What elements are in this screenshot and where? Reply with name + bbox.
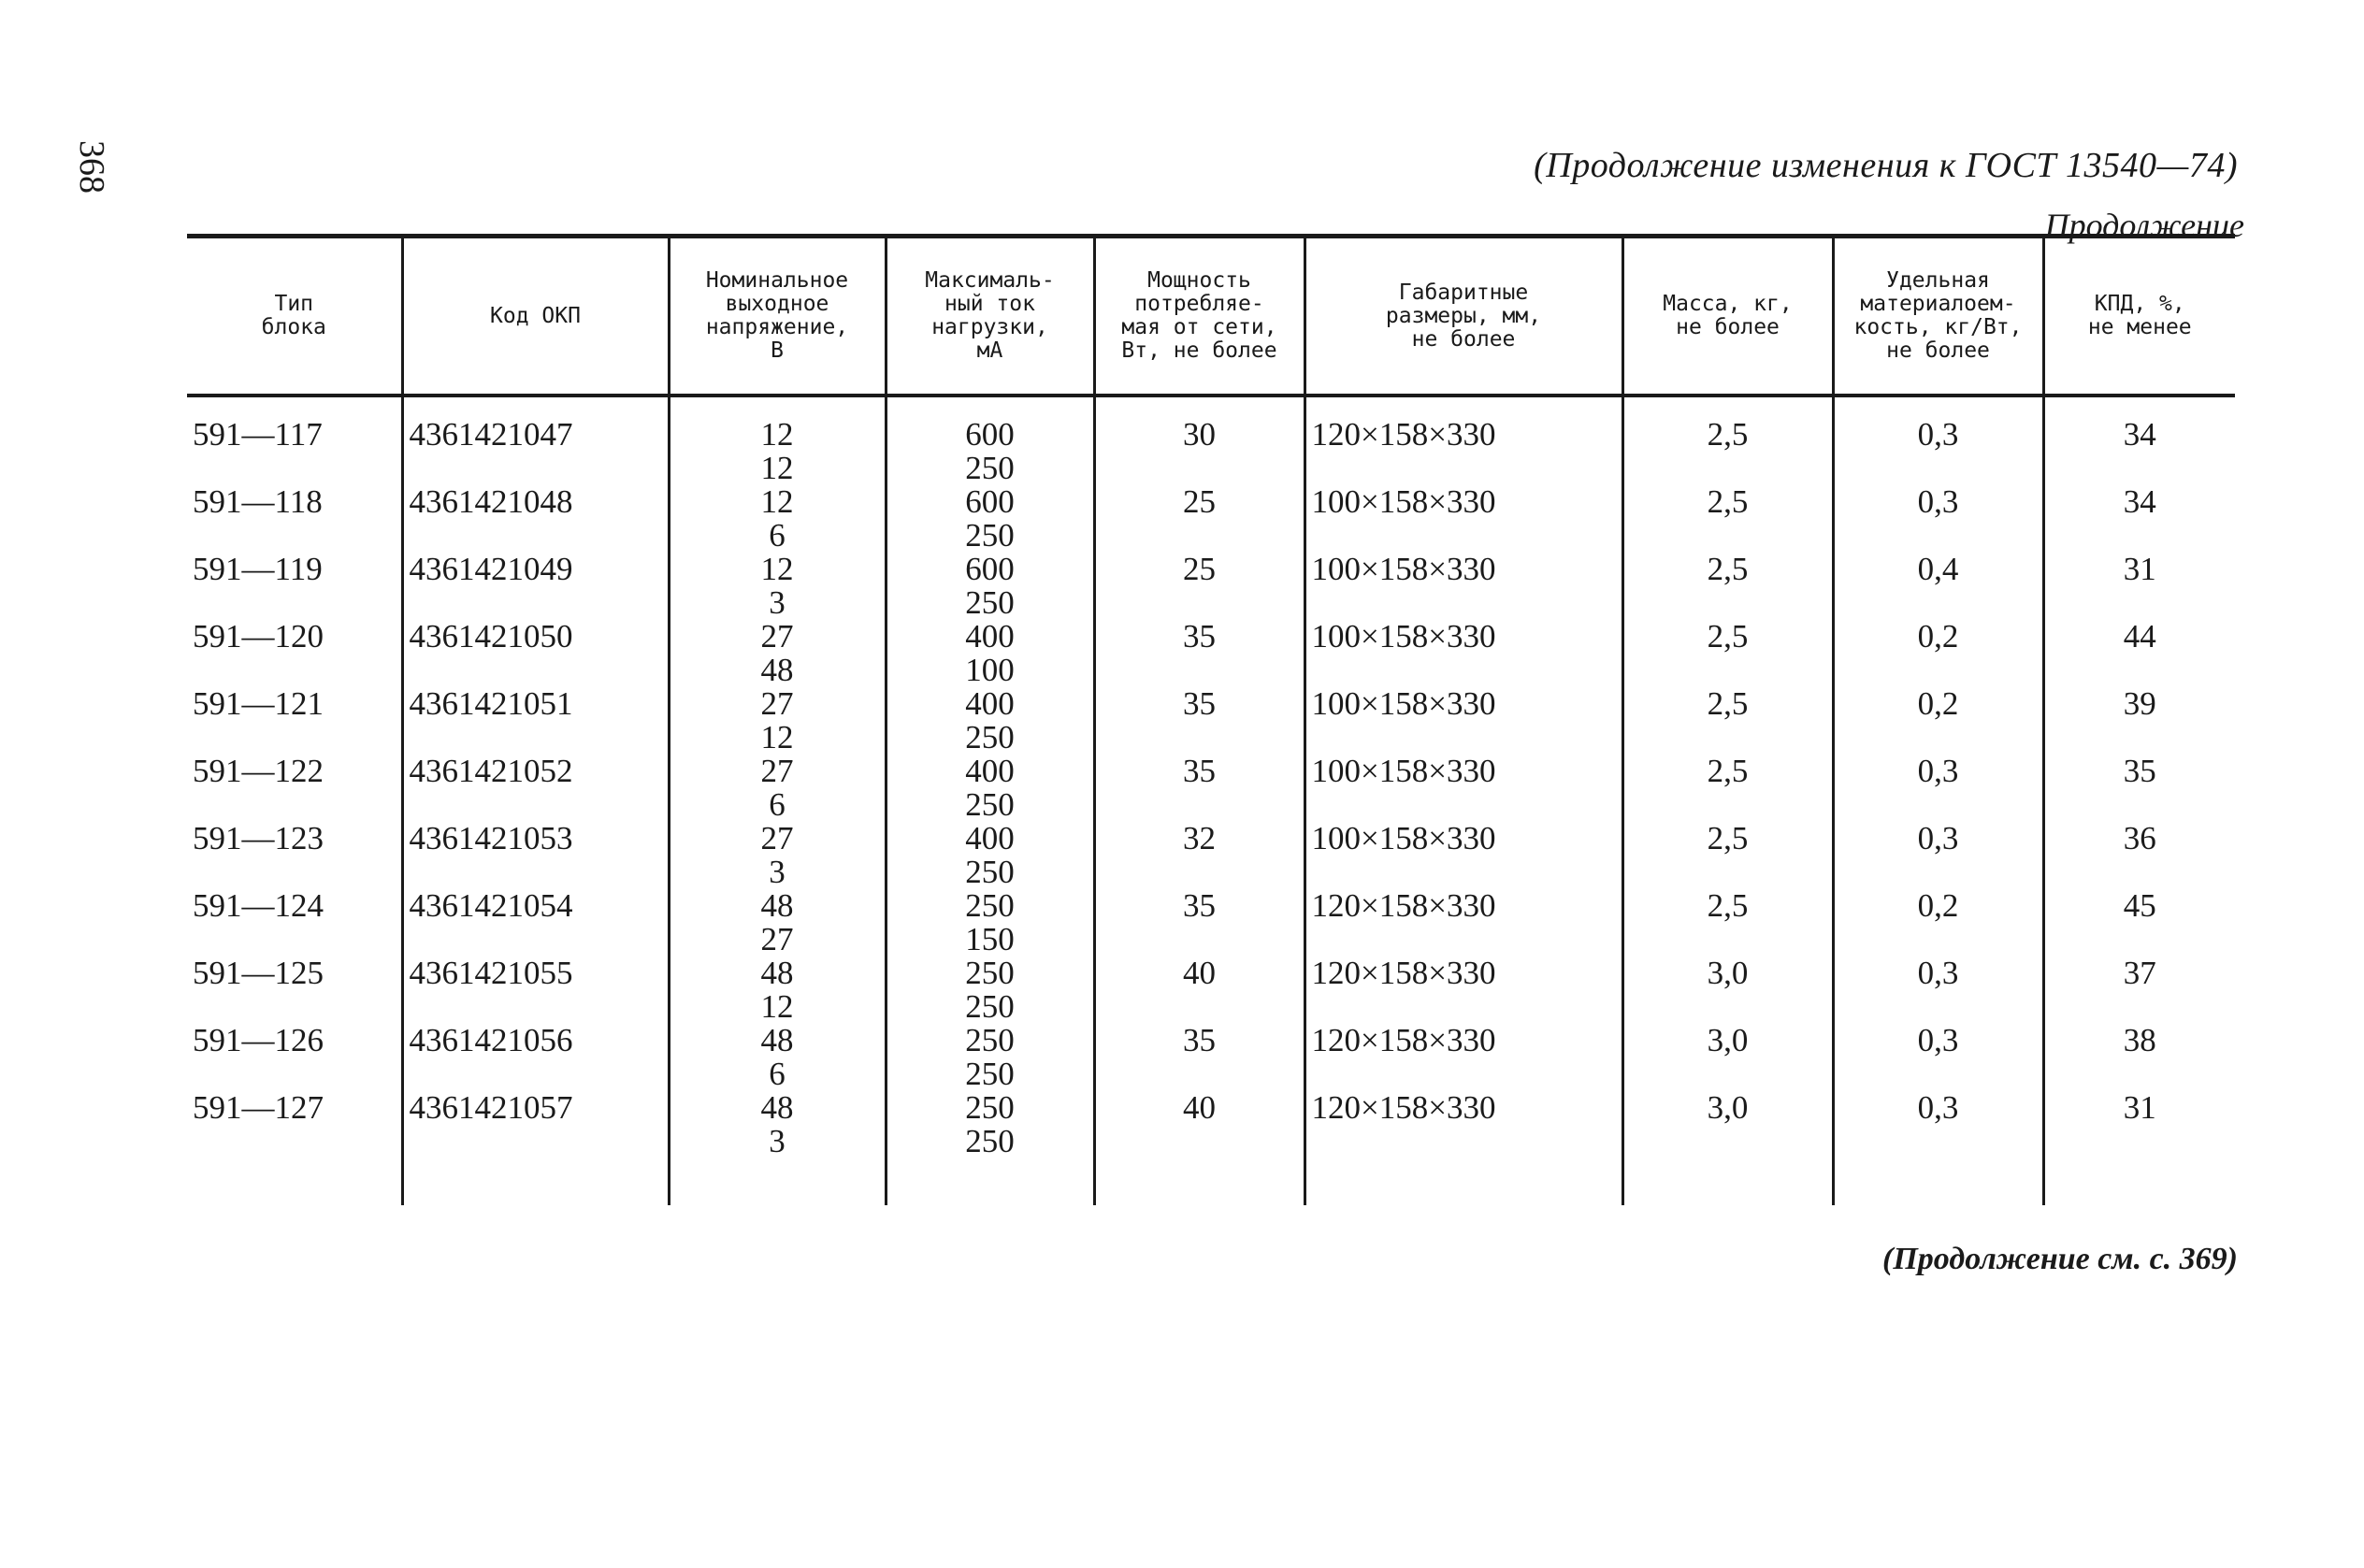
cell-power: 35 bbox=[1094, 620, 1305, 687]
cell-power: 30 bbox=[1094, 396, 1305, 485]
cell-mass: 2,5 bbox=[1622, 620, 1833, 687]
current-value: 600 bbox=[965, 551, 1015, 587]
spacer-cell bbox=[187, 1158, 402, 1205]
cell-voltage bbox=[669, 889, 886, 957]
cell-mass: 2,5 bbox=[1622, 396, 1833, 485]
cell-efficiency: 44 bbox=[2043, 620, 2235, 687]
voltage-value: 48 bbox=[760, 955, 794, 991]
voltage-value: 27 bbox=[760, 820, 794, 856]
cell-efficiency: 45 bbox=[2043, 889, 2235, 957]
cell-current bbox=[886, 755, 1094, 822]
cell-mass: 2,5 bbox=[1622, 889, 1833, 957]
current-value: 250 bbox=[965, 887, 1015, 924]
voltage-value: 12 bbox=[760, 450, 794, 486]
cell-type: 591—123 bbox=[193, 820, 324, 856]
column-header-label: Габаритные размеры, мм, не более bbox=[1385, 280, 1542, 352]
cell-specific-material: 0,2 bbox=[1833, 620, 2043, 687]
cell-voltage bbox=[669, 485, 886, 553]
cell-mass: 3,0 bbox=[1622, 957, 1833, 1024]
current-value: 150 bbox=[965, 921, 1015, 957]
cell-voltage bbox=[669, 1091, 886, 1158]
cell-dimensions: 100×158×330 bbox=[1305, 620, 1622, 687]
cell-dimensions: 120×158×330 bbox=[1305, 889, 1622, 957]
voltage-value: 12 bbox=[760, 719, 794, 755]
voltage-value: 12 bbox=[760, 988, 794, 1025]
cell-specific-material: 0,2 bbox=[1833, 889, 2043, 957]
spacer-cell bbox=[1622, 1158, 1833, 1205]
cell-power: 25 bbox=[1094, 553, 1305, 620]
voltage-value: 48 bbox=[760, 1022, 794, 1058]
cell-code: 4361421049 bbox=[402, 553, 669, 620]
cell-code: 4361421057 bbox=[402, 1091, 669, 1158]
column-header-voltage bbox=[669, 237, 886, 396]
voltage-value: 12 bbox=[760, 416, 794, 453]
current-value: 600 bbox=[965, 416, 1015, 453]
cell-code: 4361421047 bbox=[402, 396, 669, 485]
table-row bbox=[187, 1091, 2235, 1158]
spacer-cell bbox=[2043, 1158, 2235, 1205]
cell-dimensions: 100×158×330 bbox=[1305, 485, 1622, 553]
column-header-label: Номинальное выходное напряжение, В bbox=[705, 268, 849, 363]
voltage-value: 6 bbox=[769, 517, 786, 554]
document-header: (Продолжение изменения к ГОСТ 13540—74) bbox=[1534, 146, 2238, 185]
current-value: 400 bbox=[965, 753, 1015, 789]
current-value: 100 bbox=[965, 652, 1015, 688]
cell-efficiency: 31 bbox=[2043, 1091, 2235, 1158]
cell-efficiency: 36 bbox=[2043, 822, 2235, 889]
table-row bbox=[187, 822, 2235, 889]
cell-mass: 3,0 bbox=[1622, 1091, 1833, 1158]
table-header bbox=[187, 237, 2235, 396]
cell-dimensions: 100×158×330 bbox=[1305, 822, 1622, 889]
column-header-specific-material bbox=[1833, 237, 2043, 396]
cell-dimensions: 100×158×330 bbox=[1305, 687, 1622, 755]
cell-dimensions: 120×158×330 bbox=[1305, 396, 1622, 485]
column-header-code bbox=[402, 237, 669, 396]
column-header-current bbox=[886, 237, 1094, 396]
current-value: 250 bbox=[965, 786, 1015, 823]
cell-mass: 2,5 bbox=[1622, 485, 1833, 553]
voltage-value: 12 bbox=[760, 551, 794, 587]
cell-type: 591—126 bbox=[193, 1022, 324, 1058]
voltage-value: 27 bbox=[760, 921, 794, 957]
cell-mass: 2,5 bbox=[1622, 755, 1833, 822]
cell-current bbox=[886, 889, 1094, 957]
table-row bbox=[187, 889, 2235, 957]
cell-current bbox=[886, 485, 1094, 553]
cell-dimensions: 100×158×330 bbox=[1305, 553, 1622, 620]
page-number: 368 bbox=[72, 140, 111, 194]
cell-specific-material: 0,3 bbox=[1833, 1024, 2043, 1091]
spacer-cell bbox=[886, 1158, 1094, 1205]
cell-specific-material: 0,3 bbox=[1833, 755, 2043, 822]
table-row bbox=[187, 957, 2235, 1024]
cell-efficiency: 34 bbox=[2043, 396, 2235, 485]
current-value: 250 bbox=[965, 955, 1015, 991]
cell-mass: 2,5 bbox=[1622, 822, 1833, 889]
cell-efficiency: 37 bbox=[2043, 957, 2235, 1024]
column-header-power bbox=[1094, 237, 1305, 396]
cell-code: 4361421051 bbox=[402, 687, 669, 755]
column-header-label: Максималь- ный ток нагрузки, мА bbox=[925, 268, 1055, 363]
table-row bbox=[187, 485, 2235, 553]
cell-efficiency: 38 bbox=[2043, 1024, 2235, 1091]
voltage-value: 48 bbox=[760, 652, 794, 688]
cell-code: 4361421054 bbox=[402, 889, 669, 957]
current-value: 250 bbox=[965, 1022, 1015, 1058]
cell-power: 40 bbox=[1094, 1091, 1305, 1158]
voltage-value: 48 bbox=[760, 887, 794, 924]
table-row bbox=[187, 620, 2235, 687]
cell-mass: 3,0 bbox=[1622, 1024, 1833, 1091]
cell-current bbox=[886, 1091, 1094, 1158]
column-header-label: Тип блока bbox=[261, 292, 326, 339]
voltage-value: 6 bbox=[769, 786, 786, 823]
column-header-dimensions bbox=[1305, 237, 1622, 396]
cell-current bbox=[886, 687, 1094, 755]
table-row bbox=[187, 396, 2235, 485]
voltage-value: 27 bbox=[760, 618, 794, 655]
voltage-value: 12 bbox=[760, 483, 794, 520]
voltage-value: 27 bbox=[760, 753, 794, 789]
current-value: 250 bbox=[965, 1089, 1015, 1126]
cell-power: 25 bbox=[1094, 485, 1305, 553]
cell-type: 591—120 bbox=[193, 618, 324, 655]
cell-specific-material: 0,3 bbox=[1833, 485, 2043, 553]
current-value: 400 bbox=[965, 685, 1015, 722]
current-value: 250 bbox=[965, 854, 1015, 890]
spacer-cell bbox=[1094, 1158, 1305, 1205]
cell-power: 35 bbox=[1094, 687, 1305, 755]
voltage-value: 3 bbox=[769, 584, 786, 621]
cell-current bbox=[886, 822, 1094, 889]
cell-type: 591—122 bbox=[193, 753, 324, 789]
column-header-mass bbox=[1622, 237, 1833, 396]
table-bottom-spacer bbox=[187, 1158, 2235, 1205]
cell-dimensions: 120×158×330 bbox=[1305, 1024, 1622, 1091]
cell-current bbox=[886, 620, 1094, 687]
cell-current bbox=[886, 553, 1094, 620]
continued-label: Продолжение bbox=[2044, 207, 2244, 244]
cell-code: 4361421050 bbox=[402, 620, 669, 687]
cell-type: 591—121 bbox=[193, 685, 324, 722]
current-value: 250 bbox=[965, 584, 1015, 621]
column-header-label: Код ОКП bbox=[490, 303, 581, 328]
cell-power: 35 bbox=[1094, 1024, 1305, 1091]
table-row bbox=[187, 1024, 2235, 1091]
column-header-type bbox=[187, 237, 402, 396]
current-value: 250 bbox=[965, 988, 1015, 1025]
cell-voltage bbox=[669, 553, 886, 620]
cell-type: 591—118 bbox=[193, 483, 323, 520]
cell-efficiency: 31 bbox=[2043, 553, 2235, 620]
cell-specific-material: 0,2 bbox=[1833, 687, 2043, 755]
cell-current bbox=[886, 1024, 1094, 1091]
current-value: 400 bbox=[965, 820, 1015, 856]
cell-voltage bbox=[669, 620, 886, 687]
cell-dimensions: 120×158×330 bbox=[1305, 957, 1622, 1024]
voltage-value: 6 bbox=[769, 1056, 786, 1092]
voltage-value: 48 bbox=[760, 1089, 794, 1126]
table-row bbox=[187, 553, 2235, 620]
cell-power: 35 bbox=[1094, 889, 1305, 957]
cell-specific-material: 0,4 bbox=[1833, 553, 2043, 620]
table-row bbox=[187, 687, 2235, 755]
current-value: 400 bbox=[965, 618, 1015, 655]
cell-code: 4361421052 bbox=[402, 755, 669, 822]
cell-type: 591—117 bbox=[193, 416, 323, 453]
voltage-value: 3 bbox=[769, 1123, 786, 1159]
cell-specific-material: 0,3 bbox=[1833, 396, 2043, 485]
cell-voltage bbox=[669, 822, 886, 889]
spacer-cell bbox=[402, 1158, 669, 1205]
cell-code: 4361421055 bbox=[402, 957, 669, 1024]
column-header-efficiency bbox=[2043, 237, 2235, 396]
column-header-label: Удельная материалоем- кость, кг/Вт, не более bbox=[1853, 268, 2023, 363]
cell-power: 35 bbox=[1094, 755, 1305, 822]
current-value: 250 bbox=[965, 1056, 1015, 1092]
voltage-value: 3 bbox=[769, 854, 786, 890]
cell-voltage bbox=[669, 1024, 886, 1091]
cell-type: 591—124 bbox=[193, 887, 324, 924]
cell-voltage bbox=[669, 957, 886, 1024]
current-value: 600 bbox=[965, 483, 1015, 520]
cell-type: 591—127 bbox=[193, 1089, 324, 1126]
spacer-cell bbox=[1305, 1158, 1622, 1205]
spacer-cell bbox=[669, 1158, 886, 1205]
current-value: 250 bbox=[965, 517, 1015, 554]
cell-type: 591—119 bbox=[193, 551, 323, 587]
cell-current bbox=[886, 957, 1094, 1024]
spacer-cell bbox=[1833, 1158, 2043, 1205]
table-body bbox=[187, 396, 2235, 1205]
voltage-value: 27 bbox=[760, 685, 794, 722]
table-row bbox=[187, 755, 2235, 822]
cell-efficiency: 39 bbox=[2043, 687, 2235, 755]
cell-code: 4361421053 bbox=[402, 822, 669, 889]
cell-power: 40 bbox=[1094, 957, 1305, 1024]
current-value: 250 bbox=[965, 450, 1015, 486]
column-header-label: КПД, %, не менее bbox=[2087, 292, 2192, 339]
column-header-label: Мощность потребляе- мая от сети, Вт, не более bbox=[1121, 268, 1277, 363]
cell-specific-material: 0,3 bbox=[1833, 957, 2043, 1024]
cell-mass: 2,5 bbox=[1622, 553, 1833, 620]
cell-code: 4361421056 bbox=[402, 1024, 669, 1091]
column-header-label: Масса, кг, не более bbox=[1663, 292, 1793, 339]
cell-type: 591—125 bbox=[193, 955, 324, 991]
cell-code: 4361421048 bbox=[402, 485, 669, 553]
cell-voltage bbox=[669, 687, 886, 755]
cell-dimensions: 120×158×330 bbox=[1305, 1091, 1622, 1158]
cell-efficiency: 35 bbox=[2043, 755, 2235, 822]
cell-dimensions: 100×158×330 bbox=[1305, 755, 1622, 822]
current-value: 250 bbox=[965, 1123, 1015, 1159]
cell-specific-material: 0,3 bbox=[1833, 1091, 2043, 1158]
cell-efficiency: 34 bbox=[2043, 485, 2235, 553]
current-value: 250 bbox=[965, 719, 1015, 755]
cell-voltage bbox=[669, 396, 886, 485]
cell-power: 32 bbox=[1094, 822, 1305, 889]
continuation-note: (Продолжение см. с. 369) bbox=[1882, 1242, 2238, 1276]
cell-mass: 2,5 bbox=[1622, 687, 1833, 755]
specifications-table bbox=[187, 234, 2235, 1205]
cell-current bbox=[886, 396, 1094, 485]
cell-specific-material: 0,3 bbox=[1833, 822, 2043, 889]
cell-voltage bbox=[669, 755, 886, 822]
